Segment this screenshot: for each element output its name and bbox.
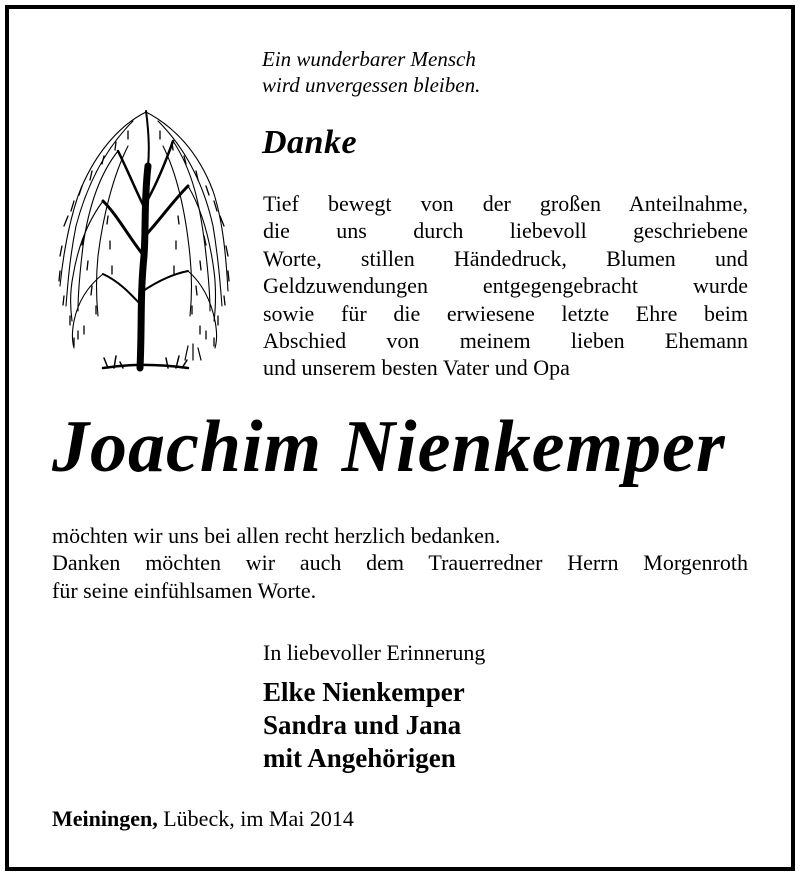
signer-line: Elke Nienkemper (263, 677, 465, 707)
thanks-line: für seine einfühlsamen Worte. (52, 577, 317, 603)
motto-line-2: wird unvergessen bleiben. (262, 73, 481, 97)
paragraph-line: und unserem besten Vater und Opa (263, 355, 570, 381)
memory-line: In liebevoller Erinnerung (263, 640, 486, 665)
gratitude-paragraph (263, 190, 748, 382)
place-rest: Lübeck, im Mai 2014 (163, 806, 354, 831)
thanks-text (52, 522, 748, 604)
place-city: Meiningen, (52, 806, 158, 831)
weeping-willow-icon (48, 106, 238, 378)
paragraph-line: Tief bewegt von der großen Anteilnahme, (263, 191, 748, 216)
place-date (52, 806, 354, 832)
thanks-line: möchten wir uns bei allen recht herzlich bedanken. (52, 523, 501, 548)
paragraph-line: die uns durch liebevoll geschriebene (263, 218, 748, 244)
signer-line: Sandra und Jana (263, 710, 462, 740)
motto (262, 46, 480, 98)
paragraph-line: Abschied von meinem lieben Ehemann (263, 328, 748, 354)
deceased-name: Joachim Nienkemper (52, 406, 726, 488)
thanks-line: Danken möchten wir auch dem Trauerredner Herrn Morgenroth (52, 550, 748, 576)
motto-line-1: Ein wunderbarer Mensch (262, 47, 476, 71)
danke-heading: Danke (262, 124, 358, 161)
signer-line: mit Angehörigen (263, 743, 456, 773)
signers (263, 676, 465, 775)
paragraph-line: Worte, stillen Händedruck, Blumen und (263, 245, 748, 271)
paragraph-line: sowie für die erwiesene letzte Ehre beim (263, 300, 748, 326)
paragraph-line: Geldzuwendungen entgegengebracht wurde (263, 273, 748, 299)
